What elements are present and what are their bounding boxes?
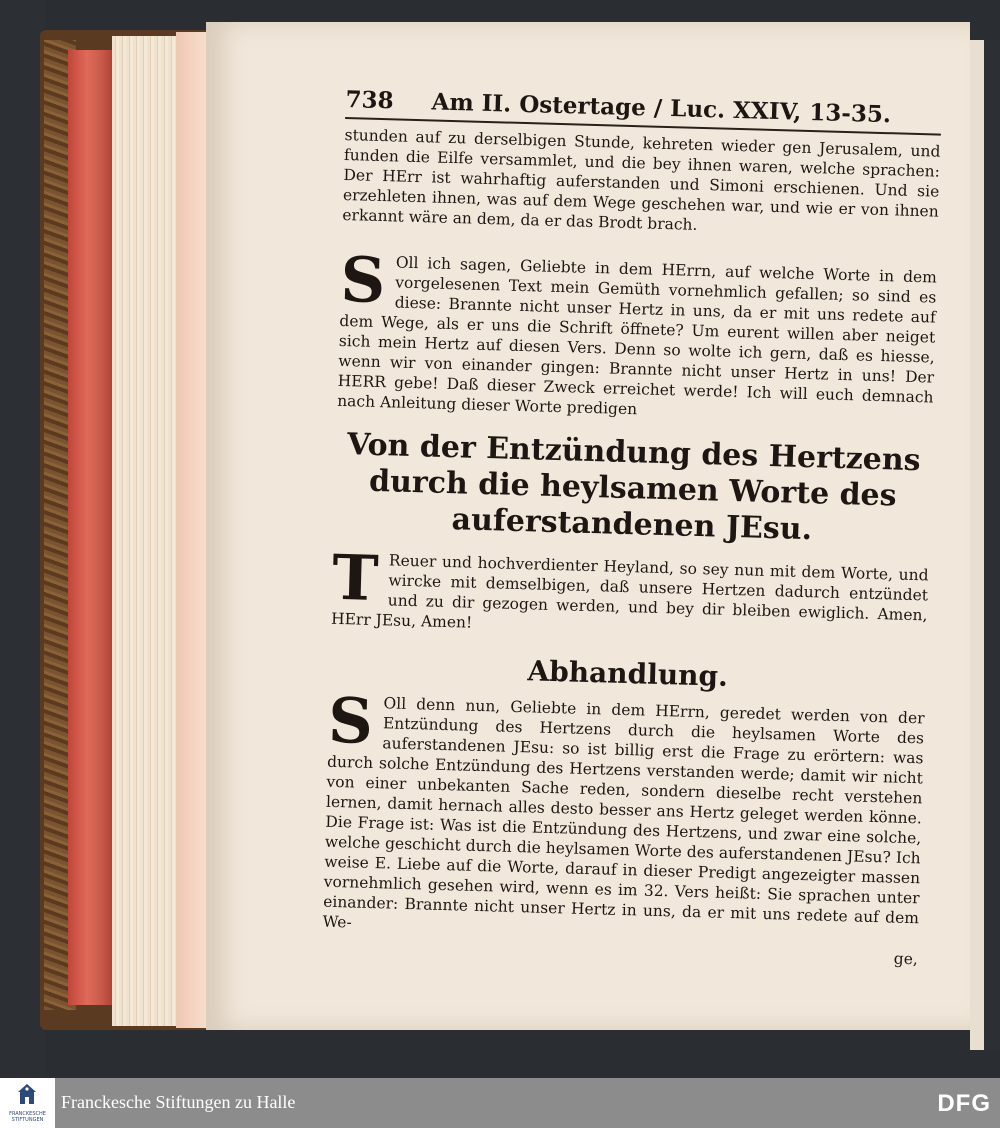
drop-cap: S — [339, 242, 387, 318]
right-page-sliver — [970, 40, 1000, 1050]
footer-bar — [0, 1078, 1000, 1128]
logo-text: FRANCKESCHE STIFTUNGEN — [9, 1111, 46, 1123]
institution-logo[interactable] — [0, 1078, 55, 1128]
intro-paragraph — [336, 242, 938, 428]
drop-cap: S — [327, 683, 375, 758]
intro-text: Oll ich sagen, Geliebte in dem HErrn, auf welche Worte in dem vorgelesenen Text mein Gemüth vornehmlich gefallen; so sind es diese: Brannte nicht unser Hertz in uns, da er mit uns redete auf dem Wege, als er uns die Schrift öffnete? Um eurent willen aber neiget sich mein Hertz auf diesen Vers. Denn so wolte ich gern, daß es hiesse, wenn wir von einander gingen: Brannte nicht unser Hertz in uns! Der HERR gebe! Daß dieser Zweck erreichet werde! Ich will euch demnach nach Anleitung dieser Worte predigen — [336, 253, 938, 419]
prayer-text: Reuer und hochverdienter Heyland, so sey nun mit dem Worte, und wircke mit demselbigen, daß unsere Hertzen dadurch entzündet und zu dir gezogen werden, und bey dir bleiben ewiglich. Amen, HErr JEsu, Amen! — [330, 551, 929, 632]
page-text — [322, 86, 942, 968]
sermon-title: Von der Entzündung des Hertzens durch die heylsamen Worte des auferstandenen JEsu. — [346, 427, 922, 548]
running-head-title: Am II. Ostertage / Luc. XXIV, 13-35. — [431, 88, 892, 129]
orphanage-building-icon — [12, 1082, 42, 1108]
scripture-paragraph: stunden auf zu derselbigen Stunde, kehreten wieder gen Jerusalem, und funden die Eilfe versammlet, und die bey ihnen waren, welche sprachen: Der HErr ist wahrhaftig auferstanden und Simoni erschienen. Und sie erzehleten ihnen, was auf dem Wege geschehen war, und wie er von ihnen erkannt wäre an dem, da er das Brodt brach. — [342, 125, 941, 234]
section-heading: Abhandlung. — [527, 654, 729, 693]
page-edge-red — [68, 50, 116, 1005]
treatise-paragraph — [322, 683, 925, 949]
page-number: 738 — [345, 86, 394, 115]
dfg-logo[interactable]: DFG — [937, 1090, 991, 1117]
treatise-text: Oll denn nun, Geliebte in dem HErrn, geredet werden von der Entzündung des Hertzens durch die heylsamen Worte des auferstandenen JEsu: so ist billig erst die Frage zu erörtern: was durch solche Entzündung des Hertzens verstanden werde; damit wir nicht von einer unbekanten Sache reden, sondern dieselbe recht verstehen lernen, damit hernach alles desto besser ans Hertz geleget werden könne. Die Frage ist: Was ist die Entzündung des Hertzens, und zwar eine solche, welche geschicht durch die heylsamen Worte des auferstandenen JEsu? Ich weise E. Liebe auf die Worte, darauf in dieser Predigt angezeigter massen vornehmlich gesehen wird, wenn es im 32. Vers heißt: Sie sprachen unter einander: Brannte nicht unser Hertz in uns, da er mit uns redete auf dem We- — [322, 694, 925, 932]
footer-title: Franckesche Stiftungen zu Halle — [61, 1092, 296, 1112]
catchword: ge, — [893, 949, 919, 969]
prayer-paragraph — [330, 540, 929, 646]
drop-cap: T — [331, 540, 380, 616]
background-left — [0, 0, 45, 1078]
page-edge-pink — [176, 32, 206, 1028]
